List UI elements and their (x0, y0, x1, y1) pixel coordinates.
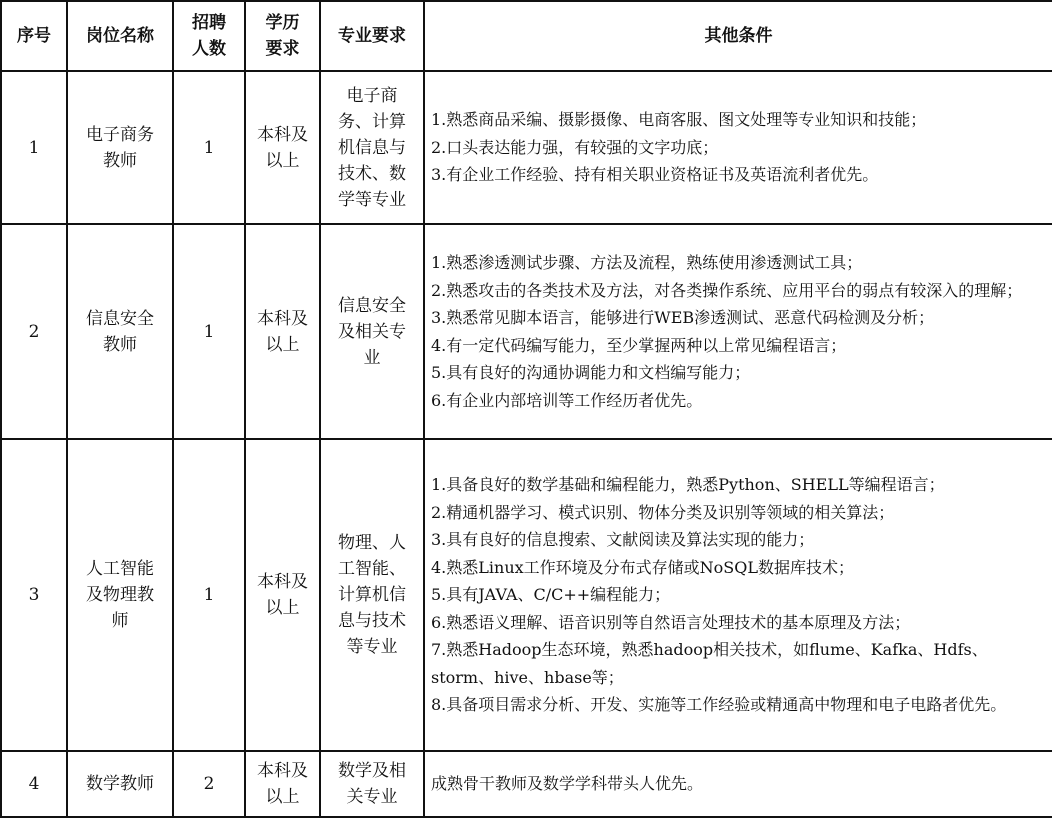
row-index: 3 (1, 439, 67, 751)
condition-line: 1.熟悉渗透测试步骤、方法及流程，熟练使用渗透测试工具； (431, 253, 863, 272)
header-count: 招聘人数 (173, 1, 245, 71)
condition-line: 2.熟悉攻击的各类技术及方法，对各类操作系统、应用平台的弱点有较深入的理解； (431, 280, 1023, 300)
condition-line: 7.熟悉Hadoop生态环境，熟悉hadoop相关技术，如flume、Kafka、Hdfs、storm、hive、hbase等； (431, 640, 988, 687)
row-index: 1 (1, 71, 67, 224)
table-header-row (1, 1, 1052, 71)
header-education: 学历要求 (245, 1, 320, 71)
row-major: 物理、人工智能、计算机信息与技术等专业 (320, 439, 424, 751)
row-count: 1 (173, 439, 245, 751)
row-index: 2 (1, 224, 67, 439)
condition-line: 4.有一定代码编写能力，至少掌握两种以上常见编程语言； (431, 335, 847, 355)
condition-line: 3.熟悉常见脚本语言，能够进行WEB渗透测试、恶意代码检测及分析； (431, 308, 935, 327)
condition-line: 2.精通机器学习、模式识别、物体分类及识别等领域的相关算法； (431, 502, 895, 522)
row-education: 本科及以上 (245, 751, 320, 817)
condition-line: 2.口头表达能力强，有较强的文字功底； (431, 137, 719, 157)
row-count: 2 (173, 751, 245, 817)
header-conditions: 其他条件 (424, 1, 1052, 71)
table-row (1, 71, 1052, 224)
row-position: 电子商务教师 (67, 71, 173, 224)
row-conditions (424, 71, 1052, 224)
row-position: 数学教师 (67, 751, 173, 817)
row-major: 电子商务、计算机信息与技术、数学等专业 (320, 71, 424, 224)
table-row (1, 439, 1052, 751)
condition-line: 6.熟悉语义理解、语音识别等自然语言处理技术的基本原理及方法； (431, 612, 911, 632)
row-count: 1 (173, 224, 245, 439)
row-major: 信息安全及相关专业 (320, 224, 424, 439)
condition-line: 1.具备良好的数学基础和编程能力，熟悉Python、SHELL等编程语言； (431, 475, 945, 495)
row-conditions (424, 224, 1052, 439)
condition-line: 3.有企业工作经验、持有相关职业资格证书及英语流利者优先。 (431, 165, 879, 185)
table-row (1, 751, 1052, 817)
row-count: 1 (173, 71, 245, 224)
condition-line: 6.有企业内部培训等工作经历者优先。 (431, 390, 703, 410)
condition-line: 3.具有良好的信息搜索、文献阅读及算法实现的能力； (431, 530, 815, 550)
row-education: 本科及以上 (245, 224, 320, 439)
header-major: 专业要求 (320, 1, 424, 71)
row-conditions (424, 439, 1052, 751)
header-index: 序号 (1, 1, 67, 71)
row-education: 本科及以上 (245, 71, 320, 224)
row-conditions (424, 751, 1052, 817)
condition-line: 5.具有良好的沟通协调能力和文档编写能力； (431, 363, 751, 382)
condition-line: 5.具有JAVA、C/C++编程能力； (431, 585, 671, 605)
table-row (1, 224, 1052, 439)
row-position: 人工智能及物理教师 (67, 439, 173, 751)
row-major: 数学及相关专业 (320, 751, 424, 817)
row-education: 本科及以上 (245, 439, 320, 751)
row-index: 4 (1, 751, 67, 817)
condition-line: 成熟骨干教师及数学学科带头人优先。 (431, 774, 704, 794)
condition-line: 8.具备项目需求分析、开发、实施等工作经验或精通高中物理和电子电路者优先。 (431, 695, 1007, 715)
row-position: 信息安全教师 (67, 224, 173, 439)
condition-line: 4.熟悉Linux工作环境及分布式存储或NoSQL数据库技术； (431, 557, 854, 577)
header-position: 岗位名称 (67, 1, 173, 71)
condition-line: 1.熟悉商品采编、摄影摄像、电商客服、图文处理等专业知识和技能； (431, 110, 927, 130)
